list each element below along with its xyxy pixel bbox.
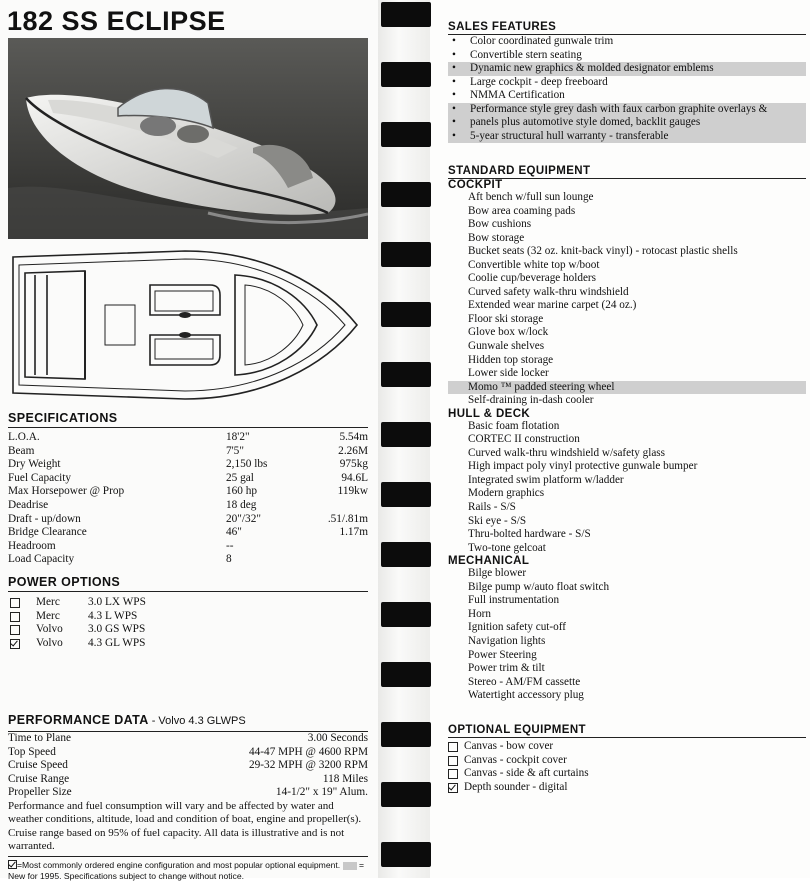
spec-row xyxy=(8,458,368,472)
spec-metric: 119kw xyxy=(337,485,368,498)
equipment-text: Stereo - AM/FM cassette xyxy=(468,675,581,688)
spec-row xyxy=(8,485,368,499)
binding-ring-icon xyxy=(381,422,431,447)
performance-subheading: - Volvo 4.3 GLWPS xyxy=(148,715,246,727)
equipment-item xyxy=(448,460,806,474)
binding-ring-icon xyxy=(381,2,431,27)
binding-ring-icon xyxy=(381,662,431,687)
equipment-item xyxy=(448,286,806,300)
performance-note: Performance and fuel consumption will vary and be affected by water and weather conditions, altitude, load and condition of boat, engine and propeller(s). Cruise range based on 95% of fuel capacity. All data is illustrative and is not warranted. xyxy=(8,799,362,853)
equipment-text: Gunwale shelves xyxy=(468,340,545,353)
equipment-text: Bow cushions xyxy=(468,218,532,231)
performance-table xyxy=(8,732,368,800)
bullet-icon: • xyxy=(452,129,456,142)
checkbox-icon xyxy=(448,756,458,766)
equipment-text: Hidden top storage xyxy=(468,353,554,366)
optional-equipment-heading: OPTIONAL EQUIPMENT xyxy=(448,724,586,736)
checked-box-icon xyxy=(8,860,17,869)
spec-label: Dry Weight xyxy=(8,458,61,471)
equipment-item xyxy=(448,567,806,581)
performance-label: Cruise Range xyxy=(8,772,70,785)
equipment-text: Self-draining in-dash cooler xyxy=(468,394,594,407)
checked-box-icon xyxy=(10,639,20,649)
power-model: 4.3 GL WPS xyxy=(88,636,146,649)
cockpit-heading: COCKPIT xyxy=(448,179,503,191)
spec-row xyxy=(8,472,368,486)
checkbox-icon xyxy=(10,625,20,635)
binding-ring-icon xyxy=(381,362,431,387)
equipment-text: Bow area coaming pads xyxy=(468,204,576,217)
performance-value: 118 Miles xyxy=(322,772,368,785)
performance-value: 29-32 MPH @ 3200 RPM xyxy=(249,759,368,772)
feature-item xyxy=(448,49,806,63)
feature-text: Convertible stern seating xyxy=(470,48,582,61)
spec-label: Draft - up/down xyxy=(8,512,81,525)
spec-imperial: 8 xyxy=(226,553,232,566)
bullet-icon: • xyxy=(452,102,456,115)
spec-metric: 2.26M xyxy=(338,444,368,457)
equipment-text: CORTEC II construction xyxy=(468,433,580,446)
page-title: 182 SS ECLIPSE xyxy=(7,6,226,36)
equipment-text: Power Steering xyxy=(468,648,537,661)
equipment-text: Aft bench w/full sun lounge xyxy=(468,191,594,203)
equipment-item xyxy=(448,272,806,286)
section-rule xyxy=(8,591,368,592)
power-brand: Merc xyxy=(36,596,60,608)
cockpit-list xyxy=(448,191,806,408)
performance-value: 44-47 MPH @ 4600 RPM xyxy=(249,745,368,758)
spec-label: Beam xyxy=(8,444,35,457)
binding-ring-icon xyxy=(381,542,431,567)
optional-item xyxy=(448,740,806,754)
equipment-text: Convertible white top w/boot xyxy=(468,258,600,271)
optional-item xyxy=(448,754,806,768)
feature-text: Dynamic new graphics & molded designator emblems xyxy=(470,62,714,75)
sales-features-heading: SALES FEATURES xyxy=(448,21,557,33)
binding-ring-icon xyxy=(381,842,431,867)
optional-equipment-list xyxy=(448,740,806,794)
bullet-icon: • xyxy=(452,116,456,129)
checkbox-icon xyxy=(448,742,458,752)
spec-label: Deadrise xyxy=(8,498,49,511)
optional-equipment-section xyxy=(448,724,806,794)
performance-row xyxy=(8,746,368,760)
binding-ring-icon xyxy=(381,182,431,207)
binding-ring-icon xyxy=(381,242,431,267)
power-option-row xyxy=(8,623,368,637)
equipment-item xyxy=(448,662,806,676)
bullet-icon: • xyxy=(452,75,456,88)
power-option-row xyxy=(8,596,368,610)
optional-item xyxy=(448,781,806,795)
equipment-item xyxy=(448,245,806,259)
sales-features-list xyxy=(448,35,806,143)
section-rule xyxy=(8,427,368,428)
feature-item xyxy=(448,76,806,90)
equipment-text: Two-tone gelcoat xyxy=(468,541,546,554)
equipment-item xyxy=(448,621,806,635)
equipment-text: Extended wear marine carpet (24 oz.) xyxy=(468,299,637,312)
feature-item xyxy=(448,103,806,117)
spec-label: Load Capacity xyxy=(8,553,75,566)
spec-metric: 5.54m xyxy=(339,431,368,443)
equipment-text: Modern graphics xyxy=(468,487,545,500)
new-shading-swatch xyxy=(343,862,357,870)
feature-text: panels plus automotive style domed, backlit gauges xyxy=(470,116,701,129)
power-model: 3.0 LX WPS xyxy=(88,596,146,608)
power-option-row xyxy=(8,610,368,624)
performance-value: 3.00 Seconds xyxy=(307,732,368,744)
equipment-text: Floor ski storage xyxy=(468,312,544,325)
equipment-text: Horn xyxy=(468,607,491,620)
performance-row xyxy=(8,786,368,800)
performance-row xyxy=(8,773,368,787)
equipment-item xyxy=(448,340,806,354)
equipment-text: Navigation lights xyxy=(468,634,546,647)
equipment-text: Bow storage xyxy=(468,231,525,244)
equipment-text: Basic foam flotation xyxy=(468,419,560,432)
feature-text: Color coordinated gunwale trim xyxy=(470,35,614,47)
equipment-item xyxy=(448,354,806,368)
binding-ring-icon xyxy=(381,62,431,87)
spec-metric: 975kg xyxy=(339,458,368,471)
equipment-item xyxy=(448,205,806,219)
spec-metric: .51/.81m xyxy=(327,512,368,525)
optional-text: Canvas - cockpit cover xyxy=(464,753,567,766)
feature-item xyxy=(448,130,806,144)
equipment-text: Bilge blower xyxy=(468,567,527,580)
feature-text: NMMA Certification xyxy=(470,89,565,102)
equipment-text: Ignition safety cut-off xyxy=(468,621,566,634)
spec-label: L.O.A. xyxy=(8,431,40,443)
equipment-item xyxy=(448,447,806,461)
specifications-section xyxy=(8,411,368,567)
equipment-item xyxy=(448,326,806,340)
binding-ring-icon xyxy=(381,482,431,507)
performance-heading: PERFORMANCE DATA xyxy=(8,713,149,727)
bullet-icon: • xyxy=(452,35,456,47)
power-options-heading: POWER OPTIONS xyxy=(8,575,121,589)
section-rule xyxy=(8,856,368,857)
equipment-item xyxy=(448,232,806,246)
equipment-item xyxy=(448,649,806,663)
spec-row xyxy=(8,445,368,459)
checkbox-icon xyxy=(10,612,20,622)
performance-label: Propeller Size xyxy=(8,786,72,799)
performance-row xyxy=(8,732,368,746)
performance-label: Time to Plane xyxy=(8,732,71,744)
equipment-text: Thru-bolted hardware - S/S xyxy=(468,528,591,541)
power-brand: Volvo xyxy=(36,623,63,636)
equipment-item xyxy=(448,542,806,556)
equipment-item xyxy=(448,501,806,515)
feature-item xyxy=(448,89,806,103)
specifications-table xyxy=(8,431,368,567)
mechanical-list xyxy=(448,567,806,702)
bullet-icon: • xyxy=(452,89,456,102)
equipment-item xyxy=(448,581,806,595)
spec-label: Max Horsepower @ Prop xyxy=(8,485,125,498)
checkbox-icon xyxy=(10,598,20,608)
binding-ring-icon xyxy=(381,302,431,327)
power-model: 4.3 L WPS xyxy=(88,609,138,622)
equipment-item xyxy=(448,487,806,501)
spec-metric: 94.6L xyxy=(341,471,368,484)
boat-photo xyxy=(8,38,368,239)
equipment-item xyxy=(448,367,806,381)
bullet-icon: • xyxy=(452,48,456,61)
spec-row xyxy=(8,431,368,445)
footnote-part2: = New for 1995. Specifications subject to change without notice. xyxy=(8,859,364,881)
boat-photo-illustration xyxy=(8,38,368,239)
equipment-item xyxy=(448,594,806,608)
equipment-item xyxy=(448,528,806,542)
deck-plan-drawing xyxy=(5,245,370,405)
equipment-item xyxy=(448,218,806,232)
equipment-text: Bilge pump w/auto float switch xyxy=(468,580,610,593)
spec-label: Headroom xyxy=(8,539,56,552)
binding-ring-icon xyxy=(381,722,431,747)
equipment-text: Integrated swim platform w/ladder xyxy=(468,473,624,486)
power-brand: Merc xyxy=(36,609,60,622)
feature-text: Large cockpit - deep freeboard xyxy=(470,75,608,88)
equipment-item xyxy=(448,608,806,622)
equipment-text: High impact poly vinyl protective gunwale bumper xyxy=(468,460,698,473)
specifications-heading: SPECIFICATIONS xyxy=(8,411,118,425)
equipment-text: Curved walk-thru windshield w/safety glass xyxy=(468,446,665,459)
equipment-text: Watertight accessory plug xyxy=(468,689,584,702)
equipment-text: Coolie cup/beverage holders xyxy=(468,272,596,285)
performance-row xyxy=(8,759,368,773)
spec-imperial: -- xyxy=(226,539,234,552)
performance-label: Top Speed xyxy=(8,745,56,758)
spec-imperial: 18'2" xyxy=(226,431,250,443)
performance-section xyxy=(8,711,368,882)
spec-row xyxy=(8,553,368,567)
optional-item xyxy=(448,767,806,781)
equipment-item xyxy=(448,474,806,488)
performance-value: 14-1/2" x 19" Alum. xyxy=(275,786,368,799)
standard-equipment-heading: STANDARD EQUIPMENT xyxy=(448,165,591,177)
equipment-item xyxy=(448,689,806,703)
optional-text: Canvas - side & aft curtains xyxy=(464,767,589,780)
spec-row xyxy=(8,513,368,527)
checked-box-icon xyxy=(448,783,458,793)
feature-text: 5-year structural hull warranty - transferable xyxy=(470,129,669,142)
spec-imperial: 18 deg xyxy=(226,498,257,511)
equipment-item xyxy=(448,515,806,529)
spec-row xyxy=(8,526,368,540)
spec-imperial: 20"/32" xyxy=(226,512,261,525)
equipment-item xyxy=(448,313,806,327)
equipment-item xyxy=(448,676,806,690)
spec-imperial: 160 hp xyxy=(226,485,258,498)
equipment-item xyxy=(448,299,806,313)
performance-heading-line xyxy=(8,711,368,729)
feature-item xyxy=(448,116,806,130)
feature-text: Performance style grey dash with faux carbon graphite overlays & xyxy=(470,102,768,115)
equipment-text: Glove box w/lock xyxy=(468,326,549,339)
spec-row xyxy=(8,499,368,513)
binding-ring-icon xyxy=(381,782,431,807)
equipment-text: Momo ™ padded steering wheel xyxy=(468,380,615,393)
equipment-item xyxy=(448,394,806,408)
spec-label: Bridge Clearance xyxy=(8,526,87,539)
optional-text: Canvas - bow cover xyxy=(464,740,554,752)
equipment-item xyxy=(448,433,806,447)
deck-plan-illustration xyxy=(5,245,370,405)
power-options-list xyxy=(8,596,368,650)
equipment-text: Curved safety walk-thru windshield xyxy=(468,285,629,298)
equipment-text: Bucket seats (32 oz. knit-back vinyl) - rotocast plastic shells xyxy=(468,245,738,258)
spec-imperial: 25 gal xyxy=(226,471,254,484)
equipment-text: Full instrumentation xyxy=(468,594,560,607)
spec-metric: 1.17m xyxy=(339,526,368,539)
power-brand: Volvo xyxy=(36,636,63,649)
feature-item xyxy=(448,35,806,49)
equipment-item xyxy=(448,191,806,205)
feature-item xyxy=(448,62,806,76)
performance-label: Cruise Speed xyxy=(8,759,68,772)
standard-equipment-section xyxy=(448,165,806,703)
spec-imperial: 7'5" xyxy=(226,444,244,457)
equipment-item xyxy=(448,259,806,273)
binding-ring-icon xyxy=(381,602,431,627)
spec-label: Fuel Capacity xyxy=(8,471,72,484)
equipment-text: Rails - S/S xyxy=(468,501,516,514)
checkbox-icon xyxy=(448,769,458,779)
section-rule xyxy=(448,737,806,738)
spec-row xyxy=(8,540,368,554)
optional-text: Depth sounder - digital xyxy=(464,780,568,793)
power-model: 3.0 GS WPS xyxy=(88,623,146,636)
equipment-item xyxy=(448,420,806,434)
hull-deck-heading: HULL & DECK xyxy=(448,407,531,420)
mechanical-heading: MECHANICAL xyxy=(448,555,530,568)
footnote-part1: =Most commonly ordered engine configuration and most popular optional equipment. xyxy=(17,859,341,870)
equipment-text: Power trim & tilt xyxy=(468,662,545,675)
equipment-text: Lower side locker xyxy=(468,367,549,380)
spec-imperial: 2,150 lbs xyxy=(226,458,268,471)
equipment-text: Ski eye - S/S xyxy=(468,514,527,527)
equipment-item xyxy=(448,635,806,649)
bullet-icon: • xyxy=(452,62,456,75)
sales-features-section xyxy=(448,21,806,143)
footnote xyxy=(8,859,368,882)
hull-deck-list xyxy=(448,420,806,555)
binding-ring-icon xyxy=(381,122,431,147)
equipment-item xyxy=(448,381,806,395)
power-option-row xyxy=(8,637,368,651)
power-options-section xyxy=(8,575,368,650)
spec-imperial: 46" xyxy=(226,526,242,539)
